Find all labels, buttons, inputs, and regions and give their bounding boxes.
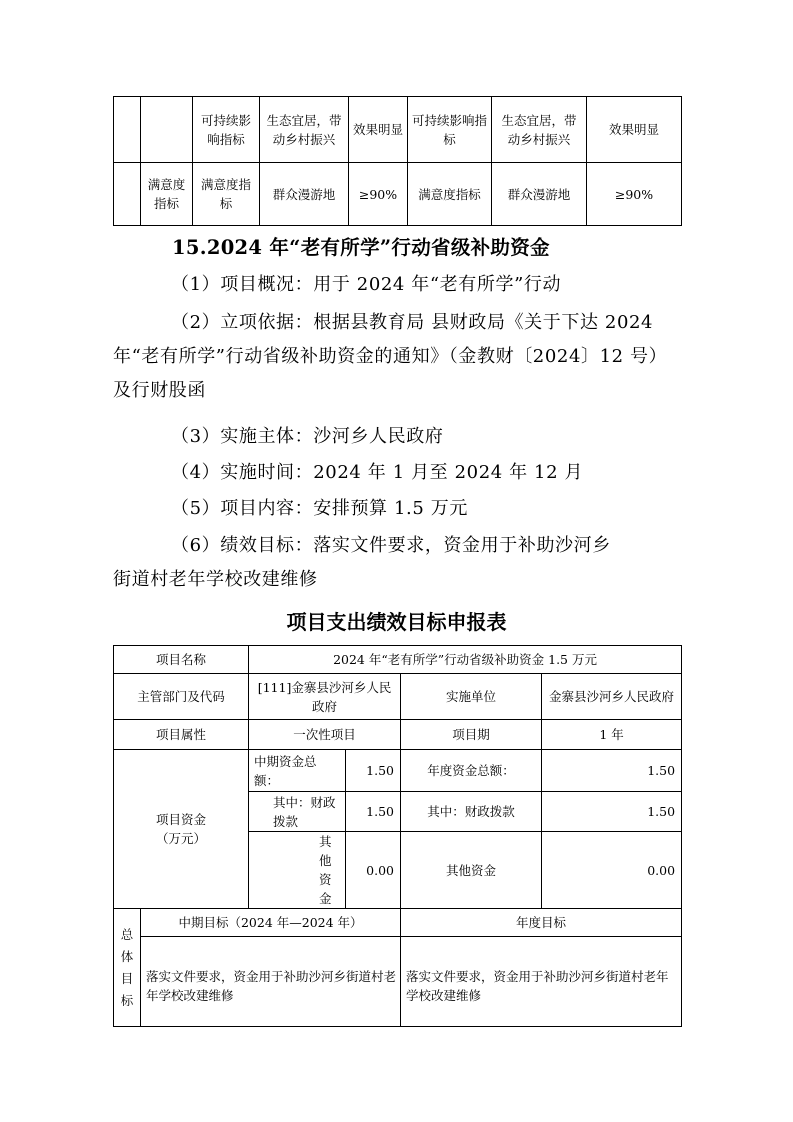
paragraph-continuation: 街道村老年学校改建维修 — [113, 569, 318, 590]
overall-goal-label: 总体目标 — [114, 909, 141, 1027]
table-row — [114, 163, 682, 226]
mid-other-value: 0.00 — [346, 832, 401, 909]
project-expenditure-table — [113, 645, 682, 1027]
table-cell — [141, 97, 193, 163]
paragraph-goal — [113, 529, 683, 597]
period-value: 1 年 — [542, 720, 682, 750]
annual-other-value: 0.00 — [542, 832, 682, 909]
mid-goal-text: 落实文件要求，资金用于补助沙河乡街道村老年学校改建维修 — [141, 937, 401, 1027]
table-row — [114, 937, 682, 1027]
table-cell — [114, 163, 141, 226]
table-row — [114, 646, 682, 674]
project-name-value: 2024 年“老有所学”行动省级补助资金 1.5 万元 — [249, 646, 682, 674]
paragraph-basis — [113, 306, 683, 408]
paragraph-line: （6）绩效目标：落实文件要求，资金用于补助沙河乡 — [171, 535, 611, 556]
performance-indicator-table — [113, 96, 682, 226]
impl-unit-value: 金寨县沙河乡人民政府 — [542, 674, 682, 720]
section-heading: 15.2024 年“老有所学”行动省级补助资金 — [172, 236, 550, 259]
annual-goal-text: 落实文件要求，资金用于补助沙河乡街道村老年学校改建维修 — [401, 937, 682, 1027]
paragraph-continuation: 年“老有所学”行动省级补助资金的通知》（金教财〔2024〕12 号）及行财股函 — [113, 346, 668, 401]
table-cell: 生态宜居，带动乡村振兴 — [492, 97, 587, 163]
mid-total-value: 1.50 — [346, 750, 401, 792]
annual-total-label: 年度资金总额： — [401, 750, 542, 792]
annual-fiscal-label: 其中：财政拨款 — [401, 792, 542, 832]
table-cell: 可持续影响指标 — [408, 97, 492, 163]
annual-fiscal-value: 1.50 — [542, 792, 682, 832]
table-row — [114, 750, 682, 792]
annual-other-label: 其他资金 — [401, 832, 542, 909]
table-cell — [114, 97, 141, 163]
attr-value: 一次性项目 — [249, 720, 401, 750]
mid-fiscal-value: 1.50 — [346, 792, 401, 832]
paragraph-line: （4）实施时间：2024 年 1 月至 2024 年 12 月 — [171, 462, 584, 483]
paragraph-line: （2）立项依据：根据县教育局 县财政局《关于下达 2024 — [171, 312, 654, 333]
paragraph-content — [113, 492, 683, 526]
annual-goal-header: 年度目标 — [401, 909, 682, 937]
table-cell: 满意度指标 — [408, 163, 492, 226]
table-title: 项目支出绩效目标申报表 — [286, 610, 507, 634]
table-row — [114, 97, 682, 163]
table-cell: ≥90% — [587, 163, 682, 226]
paragraph-overview — [113, 268, 683, 302]
paragraph-line: （5）项目内容：安排预算 1.5 万元 — [171, 498, 468, 519]
table-cell: 群众漫游地 — [492, 163, 587, 226]
table-cell: 满意度指标 — [193, 163, 260, 226]
table-cell: 生态宜居，带动乡村振兴 — [260, 97, 349, 163]
paragraph-line: （3）实施主体：沙河乡人民政府 — [171, 426, 444, 447]
project-name-label: 项目名称 — [114, 646, 249, 674]
table-row — [114, 674, 682, 720]
paragraph-line: （1）项目概况：用于 2024 年“老有所学”行动 — [171, 274, 562, 295]
mid-goal-header: 中期目标（2024 年—2024 年） — [141, 909, 401, 937]
mid-other-label: 其他资金 — [249, 832, 346, 909]
attr-label: 项目属性 — [114, 720, 249, 750]
table-cell: 群众漫游地 — [260, 163, 349, 226]
mid-total-label: 中期资金总额： — [249, 750, 346, 792]
dept-label: 主管部门及代码 — [114, 674, 249, 720]
paragraph-implementer — [113, 420, 683, 454]
impl-unit-label: 实施单位 — [401, 674, 542, 720]
table-row — [114, 720, 682, 750]
period-label: 项目期 — [401, 720, 542, 750]
annual-total-value: 1.50 — [542, 750, 682, 792]
paragraph-period — [113, 456, 683, 490]
table-cell: 可持续影响指标 — [193, 97, 260, 163]
mid-fiscal-label: 其中：财政拨款 — [249, 792, 346, 832]
table-cell: 满意度指标 — [141, 163, 193, 226]
funds-label: 项目资金（万元） — [114, 750, 249, 909]
table-row — [114, 909, 682, 937]
table-cell: 效果明显 — [349, 97, 408, 163]
dept-value: [111]金寨县沙河乡人民政府 — [249, 674, 401, 720]
table-cell: ≥90% — [349, 163, 408, 226]
table-cell: 效果明显 — [587, 97, 682, 163]
